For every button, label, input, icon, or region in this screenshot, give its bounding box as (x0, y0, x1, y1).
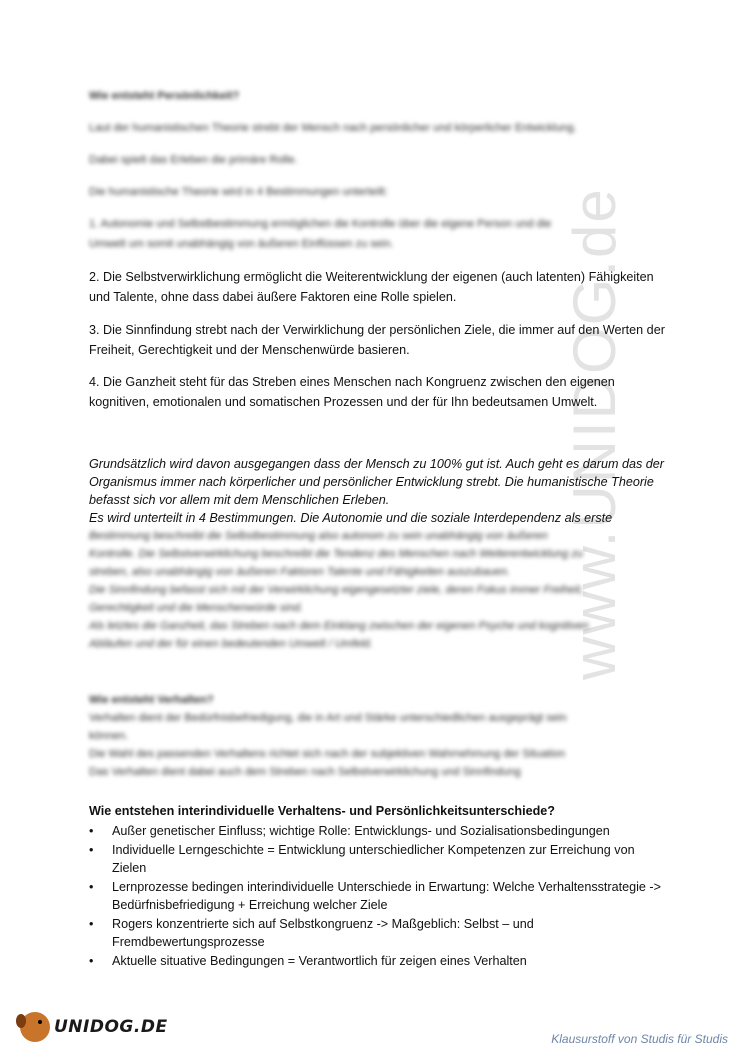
section2-blurred-line: Abläufen und der für einen bedeutenden Umwelt / Umfeld. (89, 638, 373, 650)
bullet-item (89, 915, 669, 952)
section1-item4: 4. Die Ganzheit steht für das Streben eines Menschen nach Kongruenz zwischen den eigenen kognitiven, emotionalen und somatischen Prozessen und der für Ihn bedeutsamen Umwelt. (89, 375, 615, 409)
section1-p4b: Umwelt um somit unabhängig von äußeren Einflüssen zu sein. (89, 238, 394, 250)
section3-heading: Wie entsteht Verhalten? (89, 694, 214, 706)
section1-heading: Wie entsteht Persönlichkeit? (89, 90, 240, 102)
bullet-dot-icon: • (89, 953, 94, 968)
bullet-item (89, 841, 669, 878)
footer-logo[interactable] (20, 1012, 168, 1042)
bullet-text: Aktuelle situative Bedingungen = Verantwortlich für zeigen eines Verhalten (112, 953, 527, 968)
bullet-text: Individuelle Lerngeschichte = Entwicklung unterschiedlicher Kompetenzen zur Erreichung von Zielen (112, 842, 635, 875)
section3-line: Die Wahl des passenden Verhaltens richtet sich nach der subjektiven Wahrnehmung der Situation (89, 748, 566, 760)
section2-blurred-line: Kontrolle. Die Selbstverwirklichung beschreibt die Tendenz des Menschen nach Weiterentwicklung zu (89, 548, 584, 560)
section1-p3: Die humanistische Theorie wird in 4 Bestimmungen unterteilt: (89, 186, 388, 198)
watermark: www.UNIDOG.de (561, 187, 628, 680)
section3-line: Verhalten dient der Bedürfnisbefriedigung, die in Art und Stärke unterschiedlichen ausgeprägt sein (89, 712, 567, 724)
bullet-text: Außer genetischer Einfluss; wichtige Rolle: Entwicklungs- und Sozialisationsbedingungen (112, 824, 610, 838)
bullet-text: Lernprozesse bedingen interindividuelle Unterschiede in Erwartung: Welche Verhaltensstrategie -> Bedürfnisbefriedigung + Erreichung welcher Ziele (112, 879, 661, 912)
footer-tagline: Klausurstoff von Studis für Studis (551, 1032, 728, 1046)
bullet-item (89, 822, 669, 841)
bullet-item (89, 952, 669, 971)
section1-item2: 2. Die Selbstverwirklichung ermöglicht die Weiterentwicklung der eigenen (auch latenten) Fähigkeiten und Talente, ohne dass dabei äußere Faktoren eine Rolle spielen. (89, 270, 654, 304)
section1-item3: 3. Die Sinnfindung strebt nach der Verwirklichung der persönlichen Ziele, die immer auf den Werten der Freiheit, Gerechtigkeit und der Menschenwürde basieren. (89, 323, 665, 357)
section4-bullet-list (89, 822, 669, 970)
section2-blurred-line: Bestimmung beschreibt die Selbstbestimmung also autonom zu sein unabhängig von äußeren (89, 530, 548, 542)
logo-text: UNIDOG.DE (54, 1017, 168, 1037)
section1-p4a: 1. Autonomie und Selbstbestimmung ermöglichen die Kontrolle über die eigene Person und die (89, 218, 552, 230)
bullet-dot-icon: • (89, 824, 94, 838)
bullet-dot-icon: • (89, 916, 94, 931)
section2-p1: Grundsätzlich wird davon ausgegangen dass der Mensch zu 100% gut ist. Auch geht es darum das der Organismus immer nach körperlicher und persönlicher Entwicklung strebt. Die humanistische Theorie befasst sich vor allem mit dem Menschlichen Erleben. (89, 457, 664, 507)
section2-blurred-line: Als letztes die Ganzheit, das Streben nach dem Einklang zwischen der eigenen Psyche und kognitiven (89, 620, 589, 632)
bullet-text: Rogers konzentrierte sich auf Selbstkongruenz -> Maßgeblich: Selbst – und Fremdbewertungsprozesse (112, 916, 534, 949)
section2-blurred-line: streben, also unabhängig von äußeren Faktoren Talente und Fähigkeiten auszubauen. (89, 566, 510, 578)
section3-line: können. (89, 730, 129, 742)
bullet-dot-icon: • (89, 842, 94, 857)
section2-blurred-line: Die Sinnfindung befasst sich mit der Verwirklichung eigengesetzter ziele, deren Fokus immer Freiheit, (89, 584, 584, 596)
section1-p1: Laut der humanistischen Theorie strebt der Mensch nach persönlicher und körperlicher Entwicklung. (89, 122, 577, 134)
bullet-dot-icon: • (89, 879, 94, 894)
section2-p2: Es wird unterteilt in 4 Bestimmungen. Die Autonomie und die soziale Interdependenz als erste (89, 511, 613, 525)
dog-mascot-icon (20, 1012, 50, 1042)
section4-heading: Wie entstehen interindividuelle Verhaltens- und Persönlichkeitsunterschiede? (89, 804, 555, 818)
section3-line: Das Verhalten dient dabei auch dem Streben nach Selbstverwirklichung und Sinnfindung (89, 766, 521, 778)
section1-p2: Dabei spielt das Erleben die primäre Rolle. (89, 154, 298, 166)
section2-blurred-line: Gerechtigkeit und die Menschenwürde sind. (89, 602, 304, 614)
bullet-item (89, 878, 669, 915)
